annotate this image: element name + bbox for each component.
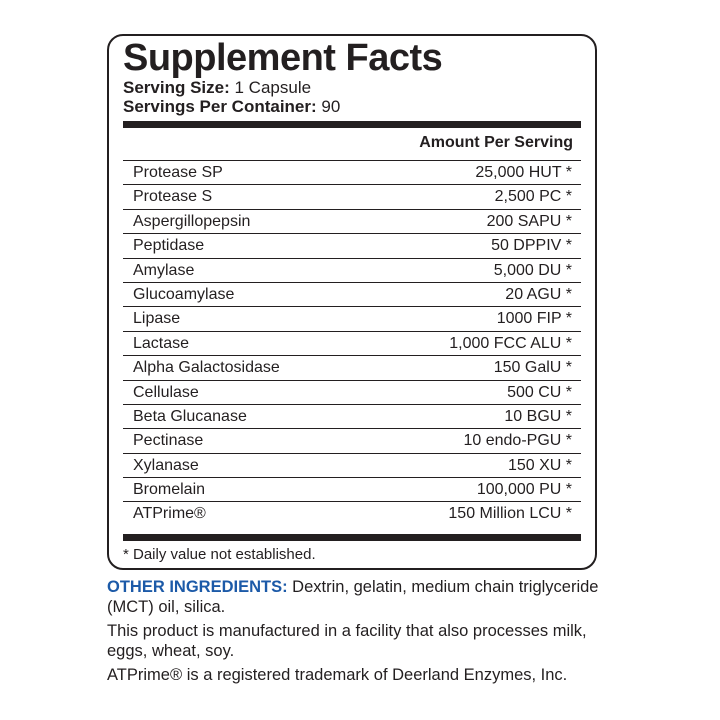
ingredient-amount: 100,000 PU * (476, 481, 572, 499)
facility-statement: This product is manufactured in a facility that also processes milk, eggs, wheat, soy. (107, 622, 587, 660)
facts-table (123, 160, 581, 526)
thick-divider-bottom (123, 534, 581, 541)
servings-per-container-label: Servings Per Container: (123, 97, 317, 116)
table-row (123, 404, 581, 428)
table-row (123, 453, 581, 477)
trademark-statement: ATPrime® is a registered trademark of Deerland Enzymes, Inc. (107, 666, 568, 684)
ingredient-name: Cellulase (133, 383, 199, 401)
ingredient-amount: 10 endo-PGU * (463, 432, 572, 450)
table-row (123, 160, 581, 184)
ingredient-name: Alpha Galactosidase (133, 359, 280, 377)
thick-divider-top (123, 121, 581, 128)
table-row (123, 282, 581, 306)
ingredient-name: Aspergillopepsin (133, 212, 251, 230)
supplement-facts-panel (107, 34, 597, 570)
other-ingredients-text: Dextrin, gelatin, medium chain triglyceride (MCT) oil, silica. (107, 578, 599, 616)
serving-size-label: Serving Size: (123, 78, 230, 97)
table-row (123, 184, 581, 208)
servings-per-container (123, 97, 340, 117)
table-row (123, 501, 581, 525)
ingredient-amount: 10 BGU * (504, 407, 572, 425)
ingredient-name: Xylanase (133, 456, 199, 474)
other-ingredients-label: OTHER INGREDIENTS: (107, 578, 288, 596)
table-row (123, 355, 581, 379)
footnote: * Daily value not established. (123, 546, 316, 563)
table-row (123, 380, 581, 404)
ingredient-amount: 1,000 FCC ALU * (449, 334, 572, 352)
table-row (123, 477, 581, 501)
ingredient-amount: 200 SAPU * (486, 212, 572, 230)
ingredient-name: Peptidase (133, 237, 205, 255)
other-ingredients (107, 577, 627, 617)
ingredient-amount: 20 AGU * (505, 285, 572, 303)
amount-per-serving-header: Amount Per Serving (419, 134, 573, 151)
ingredient-name: Pectinase (133, 432, 204, 450)
ingredient-name: ATPrime® (133, 505, 206, 523)
ingredient-amount: 5,000 DU * (493, 261, 572, 279)
servings-per-container-value: 90 (321, 97, 341, 116)
ingredient-amount: 150 Million LCU * (448, 505, 572, 523)
table-row (123, 209, 581, 233)
ingredient-amount: 150 XU * (507, 456, 572, 474)
ingredient-name: Bromelain (133, 481, 206, 499)
ingredient-amount: 50 DPPIV * (491, 237, 572, 255)
ingredient-amount: 1000 FIP * (496, 310, 572, 328)
ingredient-name: Glucoamylase (133, 285, 235, 303)
ingredient-name: Amylase (133, 261, 195, 279)
ingredient-name: Beta Glucanase (133, 407, 247, 425)
ingredient-name: Protease S (133, 188, 213, 206)
ingredient-name: Lipase (133, 310, 181, 328)
ingredient-name: Lactase (133, 334, 190, 352)
ingredient-amount: 500 CU * (507, 383, 572, 401)
table-row (123, 428, 581, 452)
table-row (123, 233, 581, 257)
serving-size (123, 78, 311, 98)
serving-size-value: 1 Capsule (234, 78, 312, 97)
ingredient-amount: 150 GalU * (493, 359, 572, 377)
table-row (123, 258, 581, 282)
ingredient-amount: 2,500 PC * (494, 188, 572, 206)
panel-title: Supplement Facts (123, 37, 443, 79)
table-row (123, 331, 581, 355)
table-row (123, 306, 581, 330)
ingredient-name: Protease SP (133, 164, 223, 181)
ingredient-amount: 25,000 HUT * (475, 164, 572, 181)
